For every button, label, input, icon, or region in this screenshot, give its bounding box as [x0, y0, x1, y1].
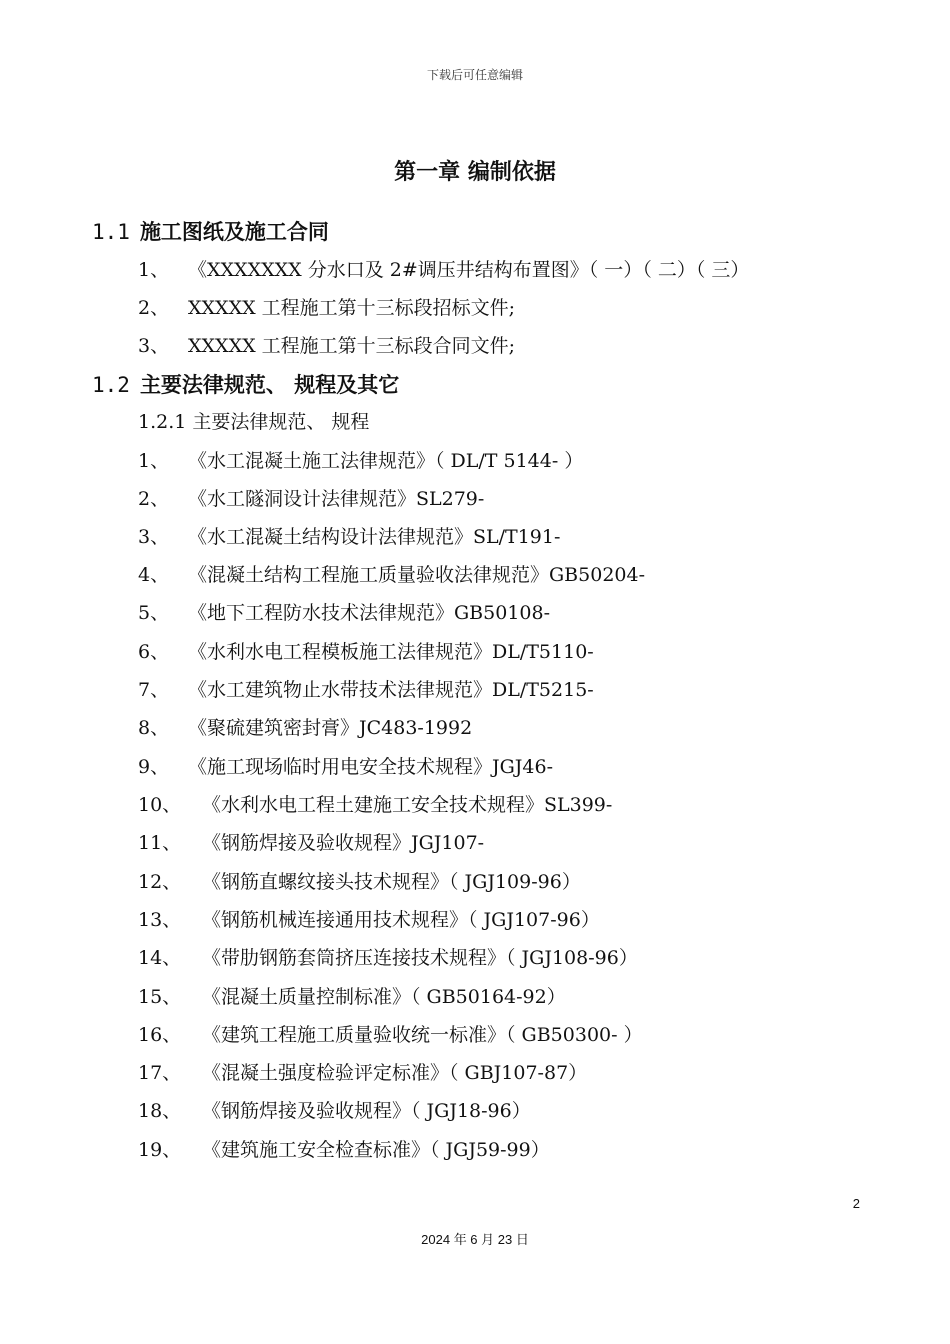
item-number: 3、 — [138, 526, 170, 548]
item-text: 《水工隧洞设计法律规范》SL279- — [188, 488, 485, 510]
item-number: 4、 — [138, 564, 170, 586]
list-item — [138, 982, 566, 1009]
section-number: 1.1 — [92, 220, 130, 244]
item-text: 《钢筋焊接及验收规程》JGJ107- — [202, 832, 485, 854]
item-number: 5、 — [138, 602, 170, 624]
list-item — [138, 637, 594, 664]
footer-date: 2024 年 6 月 23 日 — [421, 1232, 529, 1247]
item-number: 19、 — [138, 1139, 182, 1161]
item-text: XXXXX 工程施工第十三标段合同文件; — [188, 335, 516, 357]
item-text: 《混凝土结构工程施工质量验收法律规范》GB50204- — [188, 564, 646, 586]
item-number: 1、 — [138, 450, 170, 472]
item-text: 《建筑施工安全检查标准》（ JGJ59-99） — [202, 1139, 550, 1161]
item-text: 《水工混凝土施工法律规范》（ DL/T 5144- ） — [188, 450, 584, 472]
item-number: 18、 — [138, 1100, 182, 1122]
item-text: 《聚硫建筑密封膏》JC483-1992 — [188, 717, 473, 739]
item-text: 《钢筋焊接及验收规程》（ JGJ18-96） — [202, 1100, 531, 1122]
sub-heading-1-2-1: 1.2.1 主要法律规范、 规程 — [138, 411, 370, 433]
item-number: 17、 — [138, 1062, 182, 1084]
item-number: 13、 — [138, 909, 182, 931]
list-item — [138, 560, 645, 587]
item-number: 1、 — [138, 259, 170, 281]
list-item — [138, 522, 560, 549]
chapter-title: 第一章 编制依据 — [394, 160, 556, 185]
item-text: 《混凝土强度检验评定标准》（ GBJ107-87） — [202, 1062, 588, 1084]
item-text: 《水利水电工程土建施工安全技术规程》SL399- — [202, 794, 613, 816]
section-title: 施工图纸及施工合同 — [139, 220, 329, 244]
list-item — [138, 1096, 531, 1123]
list-item — [138, 675, 594, 702]
list-item — [138, 255, 749, 282]
item-text: 《施工现场临时用电安全技术规程》JGJ46- — [188, 756, 554, 778]
item-number: 15、 — [138, 986, 182, 1008]
item-number: 14、 — [138, 947, 182, 969]
header-note: 下载后可任意编辑 — [426, 68, 523, 82]
list-item — [138, 1135, 550, 1162]
item-text: 《XXXXXXX 分水口及 2#调压井结构布置图》（ 一）（ 二）（ 三） — [188, 259, 750, 281]
list-item — [138, 867, 581, 894]
list-item — [138, 943, 638, 970]
section-title: 主要法律规范、 规程及其它 — [139, 373, 400, 397]
item-number: 3、 — [138, 335, 170, 357]
item-number: 11、 — [138, 832, 182, 854]
item-text: 《钢筋直螺纹接头技术规程》（ JGJ109-96） — [202, 871, 581, 893]
section-heading-1-1 — [92, 216, 329, 246]
item-text: XXXXX 工程施工第十三标段招标文件; — [188, 297, 516, 319]
item-number: 12、 — [138, 871, 182, 893]
list-item — [138, 752, 553, 779]
list-item — [138, 293, 515, 320]
list-item — [138, 331, 515, 358]
item-number: 2、 — [138, 488, 170, 510]
list-item — [138, 598, 550, 625]
item-number: 8、 — [138, 717, 170, 739]
item-text: 《水工建筑物止水带技术法律规范》DL/T5215- — [188, 679, 594, 701]
item-text: 《带肋钢筋套筒挤压连接技术规程》（ JGJ108-96） — [202, 947, 638, 969]
item-number: 6、 — [138, 641, 170, 663]
item-number: 10、 — [138, 794, 182, 816]
item-text: 《钢筋机械连接通用技术规程》（ JGJ107-96） — [202, 909, 600, 931]
item-number: 9、 — [138, 756, 170, 778]
item-number: 16、 — [138, 1024, 182, 1046]
section-heading-1-2 — [92, 369, 399, 399]
list-item — [138, 1020, 643, 1047]
item-text: 《水利水电工程模板施工法律规范》DL/T5110- — [188, 641, 594, 663]
page-number: 2 — [852, 1196, 860, 1211]
item-number: 7、 — [138, 679, 170, 701]
list-item — [138, 446, 583, 473]
list-item — [138, 828, 484, 855]
section-number: 1.2 — [92, 373, 130, 397]
item-text: 《水工混凝土结构设计法律规范》SL/T191- — [188, 526, 561, 548]
list-item — [138, 713, 472, 740]
item-number: 2、 — [138, 297, 170, 319]
list-item — [138, 905, 600, 932]
item-text: 《建筑工程施工质量验收统一标准》（ GB50300- ） — [202, 1024, 643, 1046]
item-text: 《混凝土质量控制标准》（ GB50164-92） — [202, 986, 566, 1008]
item-text: 《地下工程防水技术法律规范》GB50108- — [188, 602, 551, 624]
list-item — [138, 484, 484, 511]
list-item — [138, 1058, 587, 1085]
list-item — [138, 790, 612, 817]
